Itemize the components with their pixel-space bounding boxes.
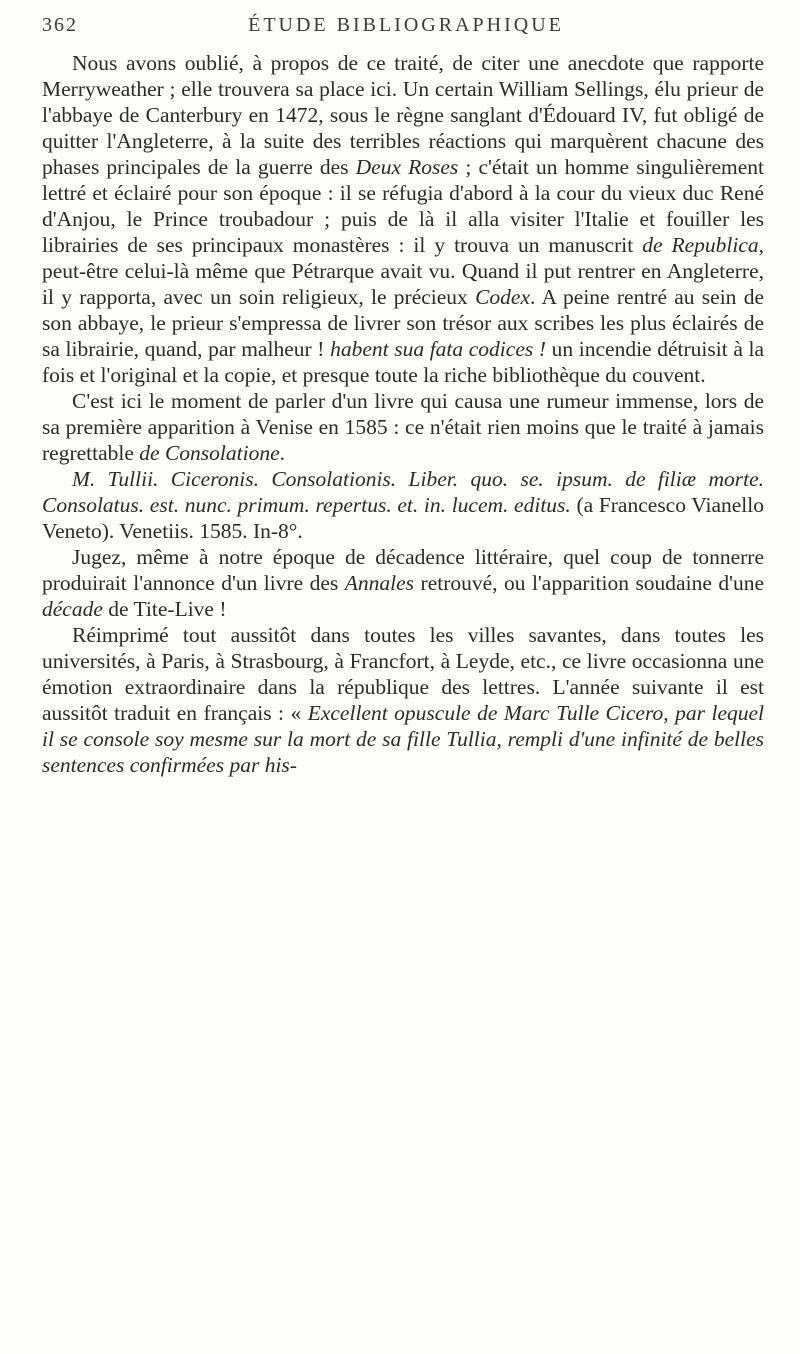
paragraph-reimprime: Réimprimé tout aussitôt dans toutes les villes savantes, dans toutes les universités, à Paris, à Strasbourg, à Francfort, à Leyde, etc., ce livre occasionna une émotion extraordinaire dans la république des lettres. L'année suivante il est aussitôt traduit en français : « Excellent opuscule de Marc Tulle Cicero, par lequel il se console soy mesme sur la mort de sa fille Tullia, rempli d'une infinité de belles sentences confirmées par his- (42, 623, 765, 777)
page-number: 362 (42, 14, 78, 36)
paragraph-de-consolatione-intro: C'est ici le moment de parler d'un livre qui causa une rumeur immense, lors de sa première apparition à Venise en 1585 : ce n'était rien moins que le traité à jamais regrettable de Consolatione. (42, 389, 764, 465)
body-text (42, 50, 764, 778)
paragraph-merryweather-anecdote: Nous avons oublié, à propos de ce traité, de citer une anecdote que rapporte Merryweather ; elle trouvera sa place ici. Un certain William Sellings, élu prieur de l'abbaye de Canterbury en 1472, sous le règne sanglant d'Édouard IV, fut obligé de quitter l'Angleterre, à la suite des terribles réactions qui marquèrent chacune des phases principales de la guerre des Deux Roses ; c'était un homme singulièrement lettré et éclairé pour son époque : il se réfugia d'abord à la cour du vieux duc René d'Anjou, le Prince troubadour ; puis de là il alla visiter l'Italie et fouiller les librairies de ses principaux monastères : il y trouva un manuscrit de Republica, peut-être celui-là même que Pétrarque avait vu. Quand il put rentrer en Angleterre, il y rapporta, avec un soin religieux, le précieux Codex. A peine rentré au sein de son abbaye, le prieur s'empressa de livrer son trésor aux scribes les plus éclairés de sa librairie, quand, par malheur ! habent sua fata codices ! un incendie détruisit à la fois et l'original et la copie, et presque toute la riche bibliothèque du couvent. (42, 51, 764, 387)
running-title: ÉTUDE BIBLIOGRAPHIQUE (248, 14, 564, 36)
paragraph-jugez: Jugez, même à notre époque de décadence littéraire, quel coup de tonnerre produirait l'annonce d'un livre des Annales retrouvé, ou l'apparition soudaine d'une décade de Tite-Live ! (42, 545, 764, 621)
bibliographic-citation: M. Tullii. Ciceronis. Consolationis. Liber. quo. se. ipsum. de filiæ morte. Consolatus. est. nunc. primum. repertus. et. in. lucem. editus. (a Francesco Vianello Veneto). Venetiis. 1585. In-8°. (42, 467, 764, 543)
page-header (42, 14, 770, 44)
